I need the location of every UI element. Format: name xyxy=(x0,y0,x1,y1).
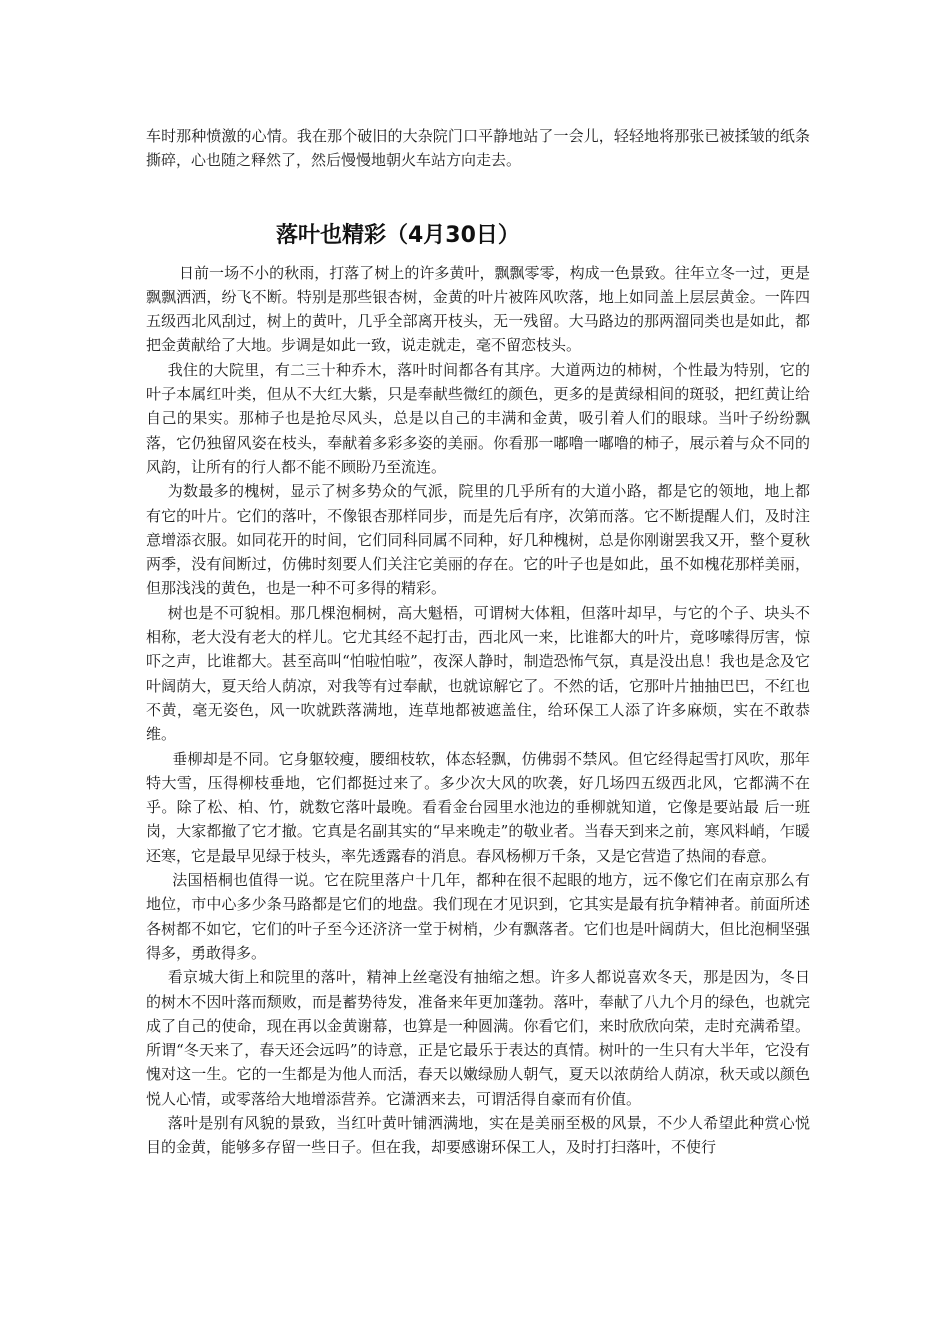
paragraph-plane-tree: 法国梧桐也值得一说。它在院里落户十几年，都种在很不起眼的地方，远不像它们在南京那么有地位，市中心多少条马路都是它们的地盘。我们现在才见识到，它其实是最有抗争精神者。前面所述各树都不如它，它们的叶子至今还济济一堂于树梢，少有飘落者。它们也是叶阔荫大，但比泡桐坚强得多，勇敢得多。 xyxy=(146,871,810,962)
paragraph-paulownia: 树也是不可貌相。那几棵泡桐树，高大魁梧，可谓树大体粗，但落叶却早，与它的个子、块头不相称，老大没有老大的样儿。它尤其经不起打击，西北风一来，比谁都大的叶片，竟哆嗦得厉害，惊吓之声，比谁都大。甚至高叫“怕啦怕啦”，夜深人静时，制造恐怖气氛，真是没出息！我也是念及它叶阔荫大，夏天给人荫凉，对我等有过奉献，也就谅解它了。不然的话，它那叶片抽抽巴巴，不红也不黄，毫无姿色，风一吹就跌落满地，连草地都被遮盖住，给环保工人添了许多麻烦，实在不敢恭维。 xyxy=(146,603,810,744)
paragraph-pagoda-tree: 为数最多的槐树，显示了树多势众的气派，院里的几乎所有的大道小路，都是它的领地，地上都有它的叶片。它们的落叶，不像银杏那样同步，而是先后有序，次第而落。它不断提醒人们，及时注意增添衣服。如同花开的时间，它们同科同属不同种，好几种槐树，总是你刚谢罢我又开，整个夏秋两季，没有间断过，仿佛时刻要人们关注它美丽的存在。它的叶子也是如此，虽不如槐花那样美丽，但那浅浅的黄色，也是一种不可多得的精彩。 xyxy=(146,482,810,598)
paragraph-persimmon: 我住的大院里，有二三十种乔木，落叶时间都各有其序。大道两边的柿树，个性最为特别，它的叶子本属红叶类，但从不大红大紫，只是奉献些微红的颜色，更多的是黄绿相间的斑驳，把红黄让给自己的果实。那柿子也是抢尽风头，总是以自己的丰满和金黄，吸引着人们的眼球。当叶子纷纷飘落，它仍独留风姿在枝头，奉献着多彩多姿的美丽。你看那一嘟噜一嘟噜的柿子，展示着与众不同的风韵，让所有的行人都不能不顾盼乃至流连。 xyxy=(146,360,810,476)
intro-paragraph: 车时那种愤激的心情。我在那个破旧的大杂院门口平静地站了一会儿，轻轻地将那张已被揉皱的纸条撕碎，心也随之释然了，然后慢慢地朝火车站方向走去。 xyxy=(146,127,810,170)
paragraph-winter-reflection: 看京城大街上和院里的落叶，精神上丝毫没有抽缩之想。许多人都说喜欢冬天，那是因为，冬日的树木不因叶落而颓败，而是蓄势待发，准备来年更加蓬勃。落叶，奉献了八九个月的绿色，也就完成了自己的使命，现在再以金黄谢幕，也算是一种圆满。你看它们，来时欣欣向荣，走时充满希望。所谓“冬天来了，春天还会远吗”的诗意，正是它最乐于表达的真情。树叶的一生只有大半年，它没有愧对这一生。它的一生都是为他人而活，春天以嫩绿励人朝气，夏天以浓荫给人荫凉，秋天或以颜色悦人心情，或零落给大地增添营养。它潇洒来去，可谓活得自豪而有价值。 xyxy=(146,968,810,1108)
paragraph-willow: 垂柳却是不同。它身躯较瘦，腰细枝软，体态轻飘，仿佛弱不禁风。但它经得起雪打风吹，那年特大雪，压得柳枝垂地，它们都挺过来了。多少次大风的吹袭，好几场四五级西北风，它都满不在乎。除了松、柏、竹，就数它落叶最晚。看看金台园里水池边的垂柳就知道，它像是要站最 后一班岗，大家都撤了它才撤。它真是名副其实的“早来晚走”的敬业者。当春天到来之前，寒风料峭，乍暖还寒，它是最早见绿于枝头，率先透露春的消息。春风杨柳万千条，又是它营造了热闹的春意。 xyxy=(146,749,810,865)
paragraph-ginkgo: 日前一场不小的秋雨，打落了树上的许多黄叶，飘飘零零，构成一色景致。往年立冬一过，更是飘飘洒洒，纷飞不断。特别是那些银杏树，金黄的叶片被阵风吹落，地上如同盖上层层黄金。一阵四五级西北风刮过，树上的黄叶，几乎全部离开枝头，无一残留。大马路边的那两溜同类也是如此，都把金黄献给了大地。步调是如此一致，说走就走，毫不留恋枝头。 xyxy=(146,263,810,355)
document-body xyxy=(146,124,810,1160)
article-title: 落叶也精彩（4月30日） xyxy=(276,222,520,248)
paragraph-closing: 落叶是别有风貌的景致，当红叶黄叶铺洒满地，实在是美丽至极的风景，不少人希望此种赏心悦目的金黄，能够多存留一些日子。但在我，却要感谢环保工人，及时打扫落叶，不使行 xyxy=(146,1113,810,1157)
